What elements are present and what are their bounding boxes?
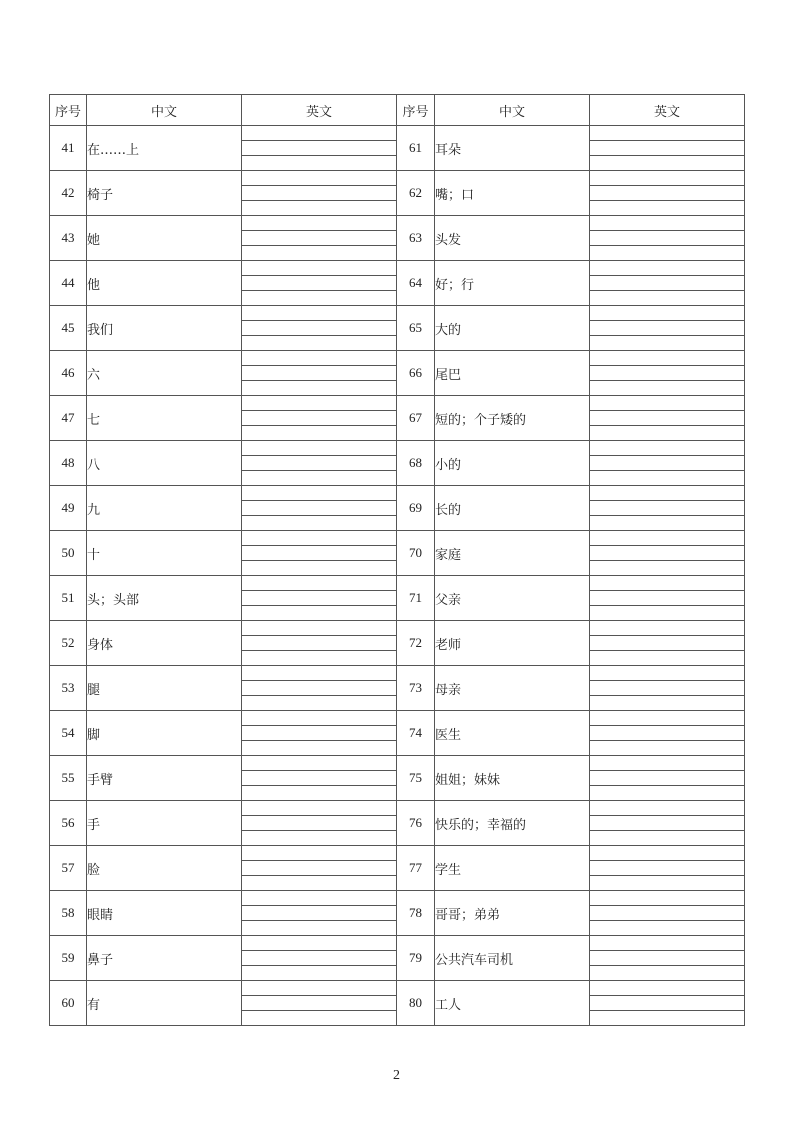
chinese-term-left: 手臂 xyxy=(87,756,242,801)
english-answer-input[interactable] xyxy=(590,801,744,845)
chinese-term-right: 家庭 xyxy=(435,531,590,576)
english-answer-cell-right xyxy=(590,981,745,1026)
chinese-term-left: 有 xyxy=(87,981,242,1026)
english-answer-cell-right xyxy=(590,306,745,351)
chinese-term-right: 短的；个子矮的 xyxy=(435,396,590,441)
table-header-row xyxy=(50,95,745,126)
english-answer-cell-left xyxy=(242,531,397,576)
item-number-right: 77 xyxy=(397,846,435,891)
item-number-right: 63 xyxy=(397,216,435,261)
item-number-right: 67 xyxy=(397,396,435,441)
table-row xyxy=(50,891,745,936)
item-number-left: 60 xyxy=(50,981,87,1026)
english-answer-input[interactable] xyxy=(590,756,744,800)
english-answer-input[interactable] xyxy=(590,171,744,215)
table-row xyxy=(50,666,745,711)
chinese-term-right: 公共汽车司机 xyxy=(435,936,590,981)
chinese-term-left: 七 xyxy=(87,396,242,441)
english-answer-input[interactable] xyxy=(242,216,396,260)
vocabulary-table xyxy=(49,94,745,1026)
english-answer-cell-left xyxy=(242,216,397,261)
table-row xyxy=(50,306,745,351)
table-row xyxy=(50,396,745,441)
english-answer-input[interactable] xyxy=(242,171,396,215)
english-answer-cell-right xyxy=(590,216,745,261)
english-answer-input[interactable] xyxy=(242,396,396,440)
english-answer-input[interactable] xyxy=(242,261,396,305)
english-answer-cell-left xyxy=(242,126,397,171)
item-number-right: 76 xyxy=(397,801,435,846)
english-answer-cell-right xyxy=(590,441,745,486)
english-answer-cell-left xyxy=(242,756,397,801)
chinese-term-right: 尾巴 xyxy=(435,351,590,396)
chinese-term-right: 医生 xyxy=(435,711,590,756)
english-answer-cell-right xyxy=(590,756,745,801)
english-answer-input[interactable] xyxy=(242,306,396,350)
item-number-right: 79 xyxy=(397,936,435,981)
item-number-left: 51 xyxy=(50,576,87,621)
english-answer-cell-left xyxy=(242,711,397,756)
chinese-term-left: 头；头部 xyxy=(87,576,242,621)
english-answer-cell-left xyxy=(242,351,397,396)
item-number-left: 52 xyxy=(50,621,87,666)
item-number-left: 47 xyxy=(50,396,87,441)
item-number-left: 43 xyxy=(50,216,87,261)
table-row xyxy=(50,846,745,891)
header-english-left: 英文 xyxy=(242,95,397,126)
table-row xyxy=(50,171,745,216)
english-answer-cell-left xyxy=(242,846,397,891)
english-answer-cell-right xyxy=(590,261,745,306)
english-answer-input[interactable] xyxy=(590,711,744,755)
item-number-left: 48 xyxy=(50,441,87,486)
english-answer-input[interactable] xyxy=(590,936,744,980)
english-answer-cell-right xyxy=(590,666,745,711)
chinese-term-left: 眼睛 xyxy=(87,891,242,936)
table-row xyxy=(50,801,745,846)
english-answer-input[interactable] xyxy=(242,711,396,755)
chinese-term-right: 工人 xyxy=(435,981,590,1026)
chinese-term-left: 椅子 xyxy=(87,171,242,216)
chinese-term-right: 父亲 xyxy=(435,576,590,621)
item-number-left: 46 xyxy=(50,351,87,396)
english-answer-input[interactable] xyxy=(590,891,744,935)
table-row xyxy=(50,486,745,531)
item-number-right: 74 xyxy=(397,711,435,756)
english-answer-cell-left xyxy=(242,576,397,621)
chinese-term-left: 她 xyxy=(87,216,242,261)
english-answer-cell-left xyxy=(242,261,397,306)
english-answer-cell-right xyxy=(590,846,745,891)
english-answer-input[interactable] xyxy=(242,486,396,530)
english-answer-cell-left xyxy=(242,891,397,936)
chinese-term-right: 姐姐；妹妹 xyxy=(435,756,590,801)
chinese-term-right: 大的 xyxy=(435,306,590,351)
item-number-right: 72 xyxy=(397,621,435,666)
table-body xyxy=(50,126,745,1026)
chinese-term-left: 脚 xyxy=(87,711,242,756)
english-answer-cell-right xyxy=(590,486,745,531)
chinese-term-left: 鼻子 xyxy=(87,936,242,981)
english-answer-input[interactable] xyxy=(242,441,396,485)
header-chinese-left: 中文 xyxy=(87,95,242,126)
item-number-right: 65 xyxy=(397,306,435,351)
english-answer-cell-left xyxy=(242,306,397,351)
chinese-term-left: 他 xyxy=(87,261,242,306)
english-answer-cell-left xyxy=(242,801,397,846)
item-number-left: 55 xyxy=(50,756,87,801)
english-answer-cell-right xyxy=(590,621,745,666)
chinese-term-left: 腿 xyxy=(87,666,242,711)
english-answer-input[interactable] xyxy=(590,666,744,710)
english-answer-input[interactable] xyxy=(590,216,744,260)
table-row xyxy=(50,576,745,621)
english-answer-cell-left xyxy=(242,441,397,486)
english-answer-cell-left xyxy=(242,171,397,216)
item-number-left: 50 xyxy=(50,531,87,576)
item-number-right: 70 xyxy=(397,531,435,576)
item-number-left: 56 xyxy=(50,801,87,846)
english-answer-input[interactable] xyxy=(242,621,396,665)
chinese-term-left: 十 xyxy=(87,531,242,576)
english-answer-input[interactable] xyxy=(590,846,744,890)
item-number-right: 69 xyxy=(397,486,435,531)
english-answer-input[interactable] xyxy=(242,801,396,845)
english-answer-input[interactable] xyxy=(590,306,744,350)
english-answer-input[interactable] xyxy=(590,351,744,395)
chinese-term-left: 八 xyxy=(87,441,242,486)
chinese-term-right: 母亲 xyxy=(435,666,590,711)
chinese-term-left: 身体 xyxy=(87,621,242,666)
item-number-right: 64 xyxy=(397,261,435,306)
table-row xyxy=(50,126,745,171)
chinese-term-right: 老师 xyxy=(435,621,590,666)
english-answer-cell-left xyxy=(242,936,397,981)
english-answer-input[interactable] xyxy=(590,396,744,440)
item-number-left: 59 xyxy=(50,936,87,981)
chinese-term-right: 学生 xyxy=(435,846,590,891)
item-number-right: 68 xyxy=(397,441,435,486)
chinese-term-left: 脸 xyxy=(87,846,242,891)
english-answer-cell-right xyxy=(590,801,745,846)
chinese-term-right: 长的 xyxy=(435,486,590,531)
table-row xyxy=(50,531,745,576)
english-answer-cell-left xyxy=(242,486,397,531)
item-number-right: 62 xyxy=(397,171,435,216)
english-answer-input[interactable] xyxy=(242,936,396,980)
english-answer-cell-right xyxy=(590,711,745,756)
table-row xyxy=(50,711,745,756)
english-answer-cell-left xyxy=(242,981,397,1026)
english-answer-input[interactable] xyxy=(590,486,744,530)
english-answer-cell-right xyxy=(590,171,745,216)
item-number-right: 61 xyxy=(397,126,435,171)
english-answer-cell-right xyxy=(590,531,745,576)
english-answer-cell-right xyxy=(590,396,745,441)
chinese-term-right: 哥哥；弟弟 xyxy=(435,891,590,936)
chinese-term-left: 九 xyxy=(87,486,242,531)
item-number-right: 66 xyxy=(397,351,435,396)
header-english-right: 英文 xyxy=(590,95,745,126)
chinese-term-left: 我们 xyxy=(87,306,242,351)
table-row xyxy=(50,351,745,396)
chinese-term-right: 嘴；口 xyxy=(435,171,590,216)
english-answer-input[interactable] xyxy=(242,351,396,395)
header-chinese-right: 中文 xyxy=(435,95,590,126)
english-answer-input[interactable] xyxy=(590,576,744,620)
item-number-left: 54 xyxy=(50,711,87,756)
english-answer-input[interactable] xyxy=(590,441,744,485)
english-answer-input[interactable] xyxy=(242,756,396,800)
english-answer-cell-right xyxy=(590,891,745,936)
english-answer-input[interactable] xyxy=(242,126,396,170)
english-answer-cell-left xyxy=(242,621,397,666)
english-answer-cell-right xyxy=(590,576,745,621)
table-row xyxy=(50,216,745,261)
item-number-left: 58 xyxy=(50,891,87,936)
item-number-left: 49 xyxy=(50,486,87,531)
english-answer-input[interactable] xyxy=(590,621,744,665)
english-answer-input[interactable] xyxy=(242,981,396,1025)
english-answer-cell-right xyxy=(590,126,745,171)
page-number: 2 xyxy=(393,1068,400,1083)
chinese-term-right: 耳朵 xyxy=(435,126,590,171)
item-number-right: 73 xyxy=(397,666,435,711)
english-answer-input[interactable] xyxy=(242,531,396,575)
table-row xyxy=(50,756,745,801)
table-row xyxy=(50,441,745,486)
item-number-left: 57 xyxy=(50,846,87,891)
table-row xyxy=(50,981,745,1026)
item-number-left: 45 xyxy=(50,306,87,351)
item-number-left: 42 xyxy=(50,171,87,216)
english-answer-input[interactable] xyxy=(242,666,396,710)
english-answer-input[interactable] xyxy=(242,576,396,620)
english-answer-cell-left xyxy=(242,666,397,711)
header-index-left: 序号 xyxy=(50,95,87,126)
header-index-right: 序号 xyxy=(397,95,435,126)
english-answer-input[interactable] xyxy=(590,981,744,1025)
item-number-right: 75 xyxy=(397,756,435,801)
item-number-right: 80 xyxy=(397,981,435,1026)
chinese-term-left: 手 xyxy=(87,801,242,846)
table-row xyxy=(50,936,745,981)
item-number-left: 41 xyxy=(50,126,87,171)
english-answer-cell-left xyxy=(242,396,397,441)
chinese-term-right: 快乐的；幸福的 xyxy=(435,801,590,846)
english-answer-input[interactable] xyxy=(242,891,396,935)
item-number-left: 44 xyxy=(50,261,87,306)
english-answer-input[interactable] xyxy=(590,126,744,170)
chinese-term-right: 小的 xyxy=(435,441,590,486)
english-answer-cell-right xyxy=(590,936,745,981)
table-row xyxy=(50,621,745,666)
item-number-right: 78 xyxy=(397,891,435,936)
chinese-term-right: 好；行 xyxy=(435,261,590,306)
chinese-term-left: 在……上 xyxy=(87,126,242,171)
chinese-term-right: 头发 xyxy=(435,216,590,261)
english-answer-input[interactable] xyxy=(242,846,396,890)
english-answer-input[interactable] xyxy=(590,261,744,305)
table-row xyxy=(50,261,745,306)
item-number-left: 53 xyxy=(50,666,87,711)
english-answer-input[interactable] xyxy=(590,531,744,575)
item-number-right: 71 xyxy=(397,576,435,621)
english-answer-cell-right xyxy=(590,351,745,396)
chinese-term-left: 六 xyxy=(87,351,242,396)
